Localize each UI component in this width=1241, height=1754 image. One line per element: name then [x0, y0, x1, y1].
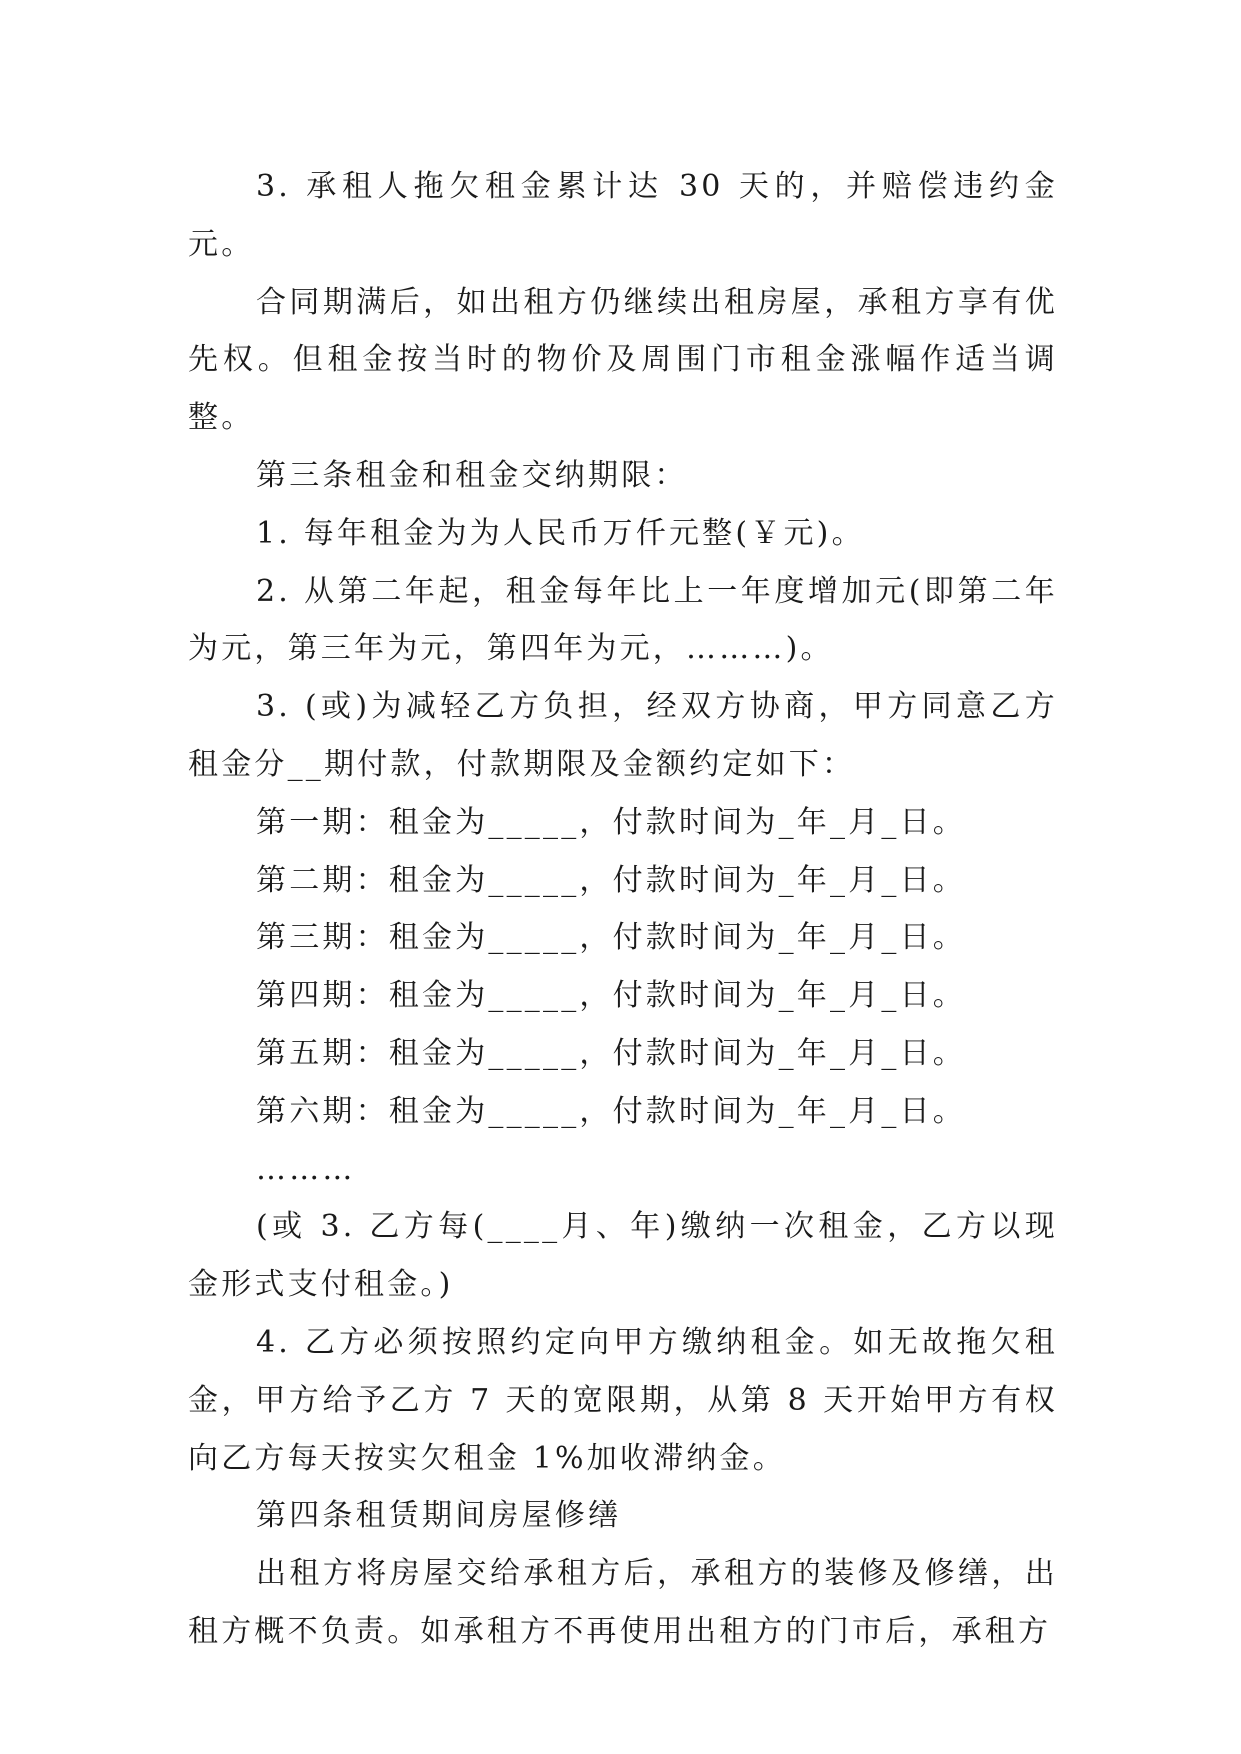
- article-three-heading: 第三条租金和租金交纳期限：: [256, 457, 688, 493]
- paragraph-repairs: 出租方将房屋交给承租方后，承租方的装修及修缮，出租方概不负责。如承租方不再使用出租方的门市后，承租方: [188, 1556, 1058, 1649]
- paragraph-rent-increase: 2. 从第二年起，租金每年比上一年度增加元(即第二年为元，第三年为元，第四年为元，………)。: [188, 573, 1059, 667]
- installment-line-5: 第五期：租金为_____，付款时间为_年_月_日。: [256, 1035, 966, 1071]
- installment-line-6: 第六期：租金为_____，付款时间为_年_月_日。: [256, 1093, 966, 1129]
- installment-line-4: 第四期：租金为_____，付款时间为_年_月_日。: [256, 978, 966, 1014]
- installment-line-3: 第三期：租金为_____，付款时间为_年_月_日。: [256, 920, 966, 956]
- document-page: [188, 158, 1058, 1661]
- ellipsis-line: ………: [256, 1151, 356, 1187]
- paragraph-overdue-rent: 3. 承租人拖欠租金累计达 30 天的，并赔偿违约金元。: [188, 169, 1058, 262]
- article-four-heading: 第四条租赁期间房屋修缮: [256, 1498, 622, 1534]
- paragraph-renewal-priority: 合同期满后，如出租方仍继续出租房屋，承租方享有优先权。但租金按当时的物价及周围门市租金涨幅作适当调整。: [188, 284, 1058, 436]
- installment-line-1: 第一期：租金为_____，付款时间为_年_月_日。: [256, 804, 966, 840]
- paragraph-annual-rent: 1. 每年租金为为人民币万仟元整(￥元)。: [256, 515, 865, 551]
- installment-line-2: 第二期：租金为_____，付款时间为_年_月_日。: [256, 862, 966, 898]
- paragraph-installments: 3. (或)为减轻乙方负担，经双方协商，甲方同意乙方租金分__期付款，付款期限及金额约定如下：: [188, 689, 1058, 782]
- paragraph-alternative-payment: (或 3. 乙方每(____月、年)缴纳一次租金，乙方以现金形式支付租金。): [188, 1209, 1058, 1303]
- paragraph-late-fee: 4. 乙方必须按照约定向甲方缴纳租金。如无故拖欠租金，甲方给予乙方 7 天的宽限期，从第 8 天开始甲方有权向乙方每天按实欠租金 1%加收滞纳金。: [188, 1324, 1058, 1476]
